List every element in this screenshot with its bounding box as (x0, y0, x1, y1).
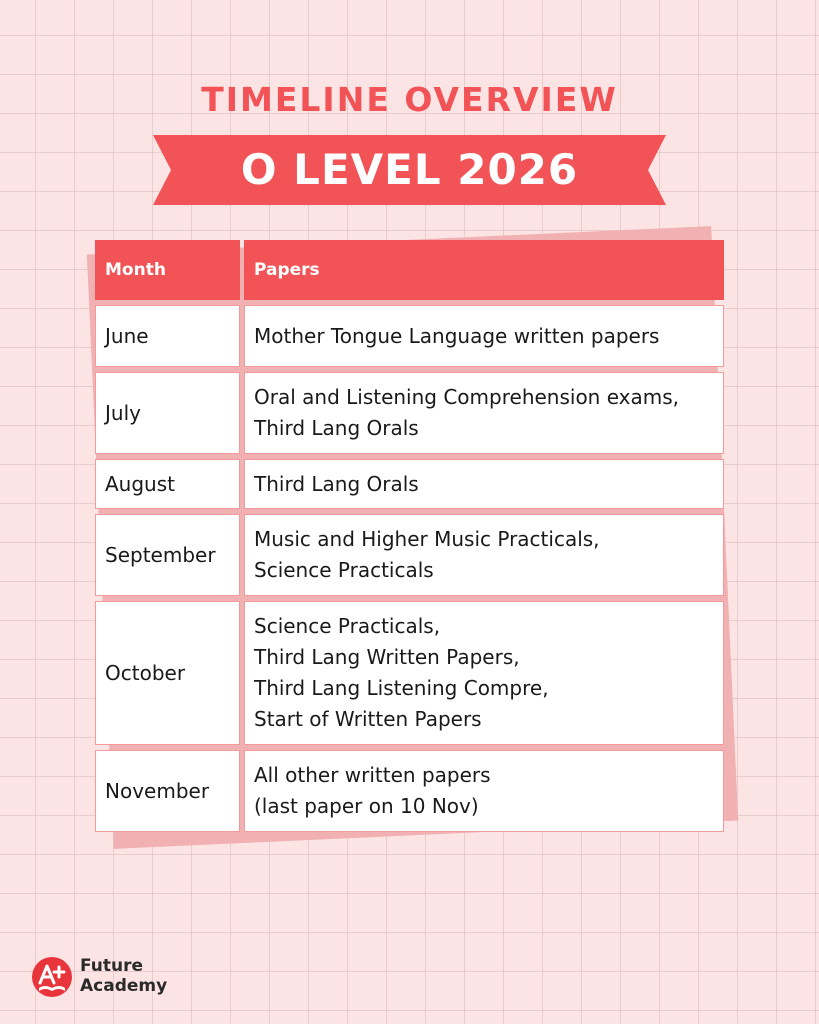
month-cell: August (95, 459, 240, 509)
papers-cell (244, 750, 724, 832)
month-cell: June (95, 305, 240, 367)
paper-line: All other written papers (254, 763, 491, 787)
papers-cell (244, 305, 724, 367)
papers-cell (244, 372, 724, 454)
table-row (95, 305, 724, 367)
column-header-month: Month (95, 240, 240, 300)
table-row (95, 601, 724, 745)
table-row (95, 750, 724, 832)
a-plus-book-icon (30, 955, 74, 999)
paper-line: Third Lang Written Papers, (254, 645, 520, 669)
paper-line: Third Lang Orals (254, 416, 419, 440)
timeline-subtitle: TIMELINE OVERVIEW (201, 80, 618, 119)
papers-cell (244, 601, 724, 745)
paper-line: Science Practicals, (254, 614, 441, 638)
table-row (95, 459, 724, 509)
table-row (95, 372, 724, 454)
brand-name (80, 956, 167, 996)
paper-line: Mother Tongue Language written papers (254, 323, 660, 348)
column-header-papers: Papers (244, 240, 724, 300)
month-cell: November (95, 750, 240, 832)
month-cell: July (95, 372, 240, 454)
brand-line-2: Academy (80, 976, 168, 996)
paper-line: Third Lang Orals (254, 471, 419, 496)
paper-line: Music and Higher Music Practicals, (254, 527, 600, 551)
paper-line: (last paper on 10 Nov) (254, 794, 479, 818)
brand-logo (30, 955, 230, 1000)
papers-cell (244, 514, 724, 596)
paper-line: Science Practicals (254, 558, 434, 582)
title-banner (153, 135, 666, 205)
brand-line-1: Future (80, 956, 144, 976)
table-row (95, 514, 724, 596)
month-cell: October (95, 601, 240, 745)
papers-cell (244, 459, 724, 509)
paper-line: Oral and Listening Comprehension exams, (254, 385, 680, 409)
month-cell: September (95, 514, 240, 596)
paper-line: Start of Written Papers (254, 707, 482, 731)
paper-line: Third Lang Listening Compre, (254, 676, 549, 700)
table-header-row (95, 240, 724, 300)
timeline-table (95, 235, 724, 837)
page-title: O LEVEL 2026 (240, 145, 579, 194)
